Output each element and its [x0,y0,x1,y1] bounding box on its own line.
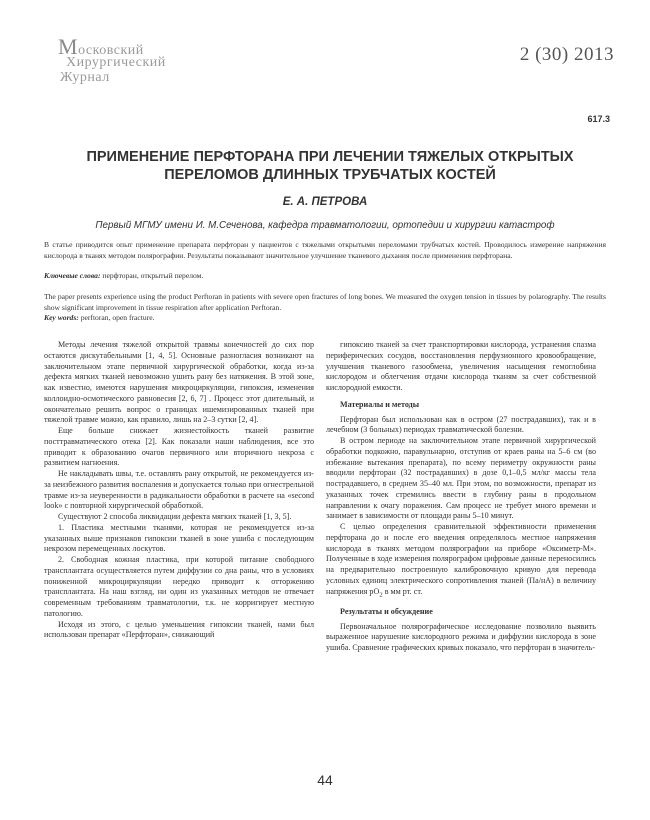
paragraph: Существуют 2 способа ликвидации дефекта мягких тканей [1, 3, 5]. [58,512,292,521]
keywords-ru-label: Ключевые слова: [44,271,101,280]
udc-code: 617.3 [587,114,610,124]
paragraph: Методы лечения тяжелой открытой травмы конечностей до сих пор остаются дискутабельными [1, 4, 5]. Основные разногласия возникают на заключительном этапе первичной хирургической обработки, когда из-за дефекта мягких тканей невозможно ушить рану без натяжения. В этой зоне, как известно, имеются нарушения микроциркуляции, гипоксия, изменения коллоидно-осмотического равновесия [2, 6, 7] . Процесс этот длительный, и окончательно решить вопрос о границах ишемизированных тканей при тяжелой травме можно, как правило, лишь на 2–3 сутки [2, 4]. [44,340,314,425]
body-column-right [326,340,596,654]
keywords-en-label: Key words: [44,313,79,322]
journal-logo-line-2: Хирургический [66,55,166,70]
paragraph: 2. Свободная кожная пластика, при которой питание свободного трансплантата осуществляется путем диффузии со дна раны, что в условиях пониженной микроциркуляции нередко приводит к отторжению трансплантата. На наш взгляд, ни один из указанных методов не отвечает современным требованиям травматологии, т.к. не корригирует местную патологию. [44,555,314,618]
article-author: Е. А. ПЕТРОВА [282,196,368,208]
abstract-ru: В статье приводится опыт применение препарата перфторан у пациентов с тяжелыми открытыми переломами трубчатых костей. Проводилось измерение напряжения кислорода в тканях методом полярографии. Результаты показывают значительное улучшение тканевого дыхания после применения перфторана. [44,240,606,260]
journal-logo [58,34,188,96]
keywords-en-text: perftoran, open fracture. [80,313,155,322]
journal-logo-line-1-text: осковский [78,43,144,58]
section-heading-results: Результаты и обсуждение [340,606,433,616]
keywords-ru [44,271,606,282]
journal-logo-line-3: Журнал [60,70,110,85]
paragraph-text: С целью определения сравнительной эффективности применения перфторана до и после его введения определялось местное напряжения кислорода в тканях методом полярографии на приборе «Оксиметр-М». Полученные в ходе измерения полярографом цифровые данные переносились на предварительно построенную калибровочную кривую для перевода условных единиц электрического сопротивления тканей (Па/нА) в величину напряжения pO [326,522,596,596]
author-affiliation: Первый МГМУ имени И. М.Сеченова, кафедра травматологии, ортопедии и хирургии катастроф [95,220,555,231]
paragraph [326,522,596,601]
paragraph: Не накладывать швы, т.е. оставлять рану открытой, не рекомендуется из-за неизбежного развития воспаления и допускается только при огнестрельной травме из-за неуверенности в радикальности обработки в расчете на «second look» с повторной хирургической обработкой. [44,469,314,511]
paragraph-text-end: в мм рт. ст. [382,586,423,596]
paragraph: Перфторан был использован как в остром (27 пострадавших), так и в лечебном (3 больных) периодах травматической болезни. [326,414,596,435]
body-column-left [44,340,314,641]
paragraph: В остром периоде на заключительном этапе первичной хирургической обработки подкожно, паравульнарно, отступив от краев раны на 5–6 см (во избежание вытекания препарата), по всему периметру окружности раны вводили перфторан (32 пострадавших) в дозе 0,1–0,5 мл/кг массы тела пострадавшего, в среднем 35–40 мл. При этом, по возможности, препарат из указанных точек стремились ввести в глубину раны в продольном направлении к очагу поражения. Сам процесс не требует много времени и занимает в зависимости от площади раны 5–10 минут. [326,436,596,521]
subscript: 2 [379,591,383,599]
paragraph: Первоначальное полярографическое исследование позволило выявить выраженное нарушение кислородного режима и диффузии кислорода в зоне ушиба. Сравнение графических кривых показало, что перфторан в значитель- [326,621,596,653]
abstract-en: The paper presents experience using the product Perftoran in patients with severe open fractures of long bones. We measured the oxygen tension in tissues by polarography. The results show significant improvement in tissue respiration after application Perftoran. [44,292,606,312]
paragraph: гипоксию тканей за счет транспортировки кислорода, устранения спазма периферических сосудов, восстановления перфузионного кровообращение, улучшения тканевого газообмена, увеличения насыщения гемоглобина кислородом и облегчения отдачи кислорода тканям за счет собственной кислородной емкости. [326,340,596,392]
paragraph: Исходя из этого, с целью уменьшения гипоксии тканей, нами был использован препарат «Перфторан», снижающий [44,619,314,640]
issue-number: 2 (30) 2013 [519,44,614,65]
section-heading-methods: Материалы и методы [340,399,420,409]
journal-logo-initial: М [58,34,79,59]
page-number: 44 [317,772,333,788]
keywords-ru-text: перфторан, открытый перелом. [102,271,204,280]
paragraph: 1. Пластика местными тканями, которая не рекомендуется из-за указанных выше признаков гипоксии тканей в зоне ушиба с последующим некрозом перемещенных лоскутов. [44,522,314,554]
keywords-en [44,313,606,324]
article-title: ПРИМЕНЕНИЕ ПЕРФТОРАНА ПРИ ЛЕЧЕНИИ ТЯЖЕЛЫХ ОТКРЫТЫХ ПЕРЕЛОМОВ ДЛИННЫХ ТРУБЧАТЫХ КОСТЕЙ [86,149,574,183]
paragraph: Еще больше снижает жизнестойкость тканей развитие посттравматического отека [2]. Как показали наши наблюдения, все это приводит к образованию очагов первичного или вторичного некроза с развитием нагноения. [44,426,314,468]
